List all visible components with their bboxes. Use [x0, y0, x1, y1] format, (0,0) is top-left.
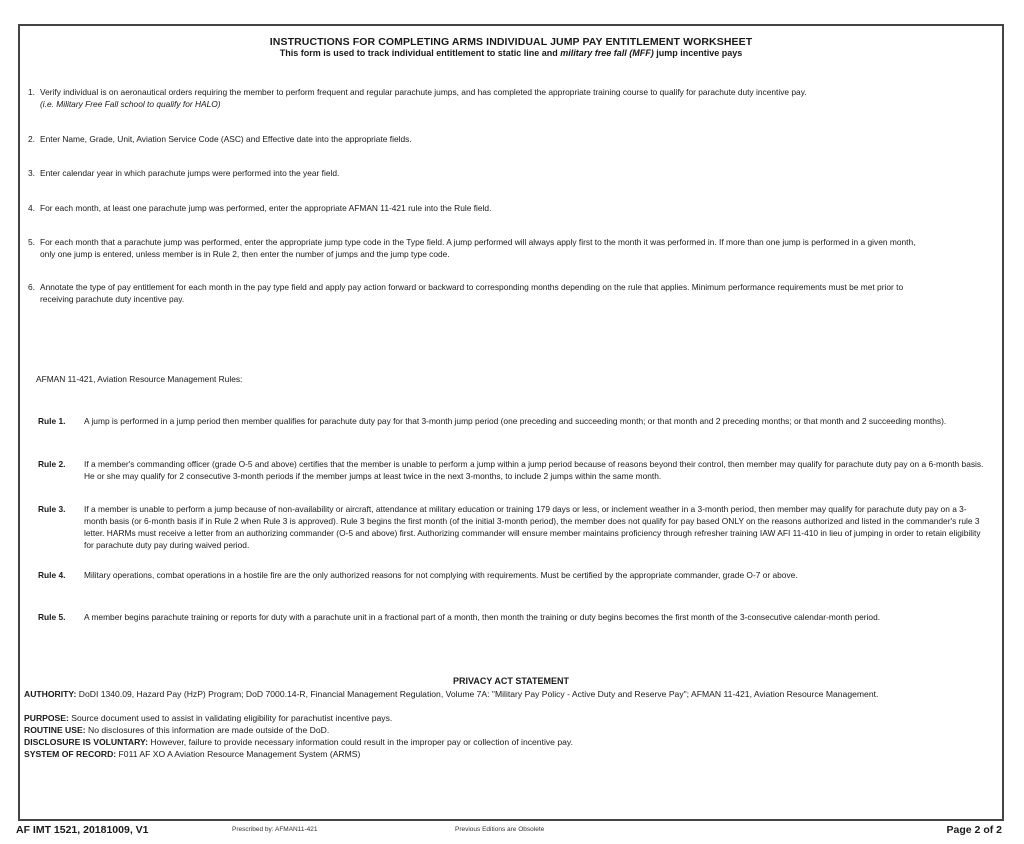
- rule-label: Rule 3.: [38, 504, 66, 514]
- step-number: 4.: [28, 203, 35, 213]
- step-text: For each month, at least one parachute jump was performed, enter the appropriate AFMAN 11-421 rule into the Rule field.: [40, 203, 492, 213]
- privacy-text: F011 AF XO A Aviation Resource Management System (ARMS): [116, 749, 361, 759]
- previous-editions: Previous Editions are Obsolete: [455, 826, 545, 833]
- step-text: Enter calendar year in which parachute jumps were performed into the year field.: [40, 168, 340, 178]
- subtitle-text: This form is used to track individual entitlement to static line and: [279, 48, 561, 58]
- step-number: 2.: [28, 134, 35, 144]
- rule-label: Rule 5.: [38, 612, 66, 622]
- privacy-text: Source document used to assist in validating eligibility for parachutist incentive pays.: [68, 713, 393, 723]
- rule-4: [38, 569, 984, 581]
- privacy-label: SYSTEM OF RECORD:: [24, 749, 117, 759]
- subtitle-italic: military free fall (MFF): [560, 48, 654, 58]
- step-text: For each month that a parachute jump was performed, enter the appropriate jump type code in the Type field. A jump performed will always apply first to the month it was performed in. If more than one jump is performed in a given month, only one jump is entered, unless member is in Rule 2, then enter the number of jumps and the jump type code.: [40, 237, 916, 259]
- instruction-3: [28, 167, 982, 179]
- form-frame: [18, 24, 1004, 821]
- rule-text: Military operations, combat operations in a hostile fire are the only authorized reasons for not complying with requirements. Must be certified by the appropriate commander, grade O-7 or above.: [84, 570, 798, 580]
- privacy-label: PURPOSE:: [24, 713, 69, 723]
- form-subtitle: [20, 48, 1002, 58]
- prescribed-by: Prescribed by: AFMAN11-421: [232, 826, 318, 833]
- page-number: Page 2 of 2: [946, 824, 1002, 836]
- rule-label: Rule 4.: [38, 570, 66, 580]
- privacy-authority: [24, 688, 972, 700]
- rule-label: Rule 2.: [38, 459, 66, 469]
- privacy-label: DISCLOSURE IS VOLUNTARY:: [24, 737, 148, 747]
- rule-2: [38, 458, 984, 482]
- instruction-2: [28, 133, 982, 145]
- privacy-disclosure: [24, 736, 972, 748]
- privacy-label: AUTHORITY:: [24, 689, 77, 699]
- rule-5: [38, 611, 984, 623]
- instruction-5: [28, 236, 932, 260]
- privacy-routine-use: [24, 724, 972, 736]
- step-note: (i.e. Military Free Fall school to qualify for HALO): [40, 99, 221, 109]
- privacy-title: PRIVACY ACT STATEMENT: [452, 676, 569, 686]
- privacy-text: No disclosures of this information are made outside of the DoD.: [85, 725, 330, 735]
- step-number: 6.: [28, 282, 35, 292]
- form-title: INSTRUCTIONS FOR COMPLETING ARMS INDIVIDUAL JUMP PAY ENTITLEMENT WORKSHEET: [269, 36, 753, 48]
- privacy-text: DoDI 1340.09, Hazard Pay (HzP) Program; DoD 7000.14-R, Financial Management Regulation, Volume 7A: "Military Pay Policy - Active Duty and Reserve Pay"; AFMAN 11-421, Aviation Resource Management.: [76, 689, 879, 699]
- step-number: 3.: [28, 168, 35, 178]
- form-id: AF IMT 1521, 20181009, V1: [16, 824, 149, 836]
- instruction-1: [28, 86, 982, 110]
- privacy-text: However, failure to provide necessary information could result in the improper pay or collection of incentive pay.: [147, 737, 573, 747]
- privacy-system-of-record: [24, 748, 972, 760]
- instruction-4: [28, 202, 982, 214]
- rule-3: [38, 503, 984, 551]
- step-number: 5.: [28, 237, 35, 247]
- step-number: 1.: [28, 87, 35, 97]
- step-text: Verify individual is on aeronautical orders requiring the member to perform frequent and regular parachute jumps, and has completed the appropriate training course to qualify for parachute duty incentive pay.: [40, 87, 807, 97]
- subtitle-text-end: jump incentive pays: [653, 48, 743, 58]
- privacy-purpose: [24, 712, 972, 724]
- rule-text: A member begins parachute training or reports for duty with a parachute unit in a fractional part of a month, then month the training or duty begins becomes the first month of the 3-consecutive calendar-month period.: [84, 612, 881, 622]
- step-text: Annotate the type of pay entitlement for each month in the pay type field and apply pay action forward or backward to corresponding months depending on the rule that applies. Minimum performance requirements must be met prior to receiving parachute duty incentive pay.: [40, 282, 904, 304]
- rule-text: If a member's commanding officer (grade O-5 and above) certifies that the member is unable to perform a jump within a jump period because of reasons beyond their control, then member may qualify for parachute duty pay on a 6-month basis. He or she may qualify for 2 consecutive 3-month periods if the member jumps at least twice in the next 3-months, to include 2 jumps within the same month.: [84, 459, 984, 481]
- privacy-label: ROUTINE USE:: [24, 725, 86, 735]
- rule-text: A jump is performed in a jump period then member qualifies for parachute duty pay for that 3-month jump period (one preceding and succeeding month; or that month and 2 preceding months; or that month and 2 succeeding months).: [84, 416, 947, 426]
- step-text: Enter Name, Grade, Unit, Aviation Service Code (ASC) and Effective date into the appropriate fields.: [40, 134, 412, 144]
- instruction-6: [28, 281, 932, 305]
- rule-1: [38, 415, 984, 427]
- rules-heading: AFMAN 11-421, Aviation Resource Management Rules:: [36, 374, 243, 384]
- rule-label: Rule 1.: [38, 416, 66, 426]
- rule-text: If a member is unable to perform a jump because of non-availability or aircraft, attendance at military education or training 179 days or less, or inclement weather in a 3-month period, then member may qualify for parachute duty pay on a 3-month basis (or 6-month basis if in Rule 2 when Rule 3 is approved). Rule 3 begins the first month (of the initial 3-month period), the member does not qualify for pay based ONLY on the reasons authorized and listed in the commander's rule 3 letter. HARMs must receive a letter from an authorizing commander (O-5 and above) first. Authorizing commander will ensure member maintains proficiency through refresher training IAW AFI 11-410 in lieu of jumping in order to retain eligibility for parachute duty pay during waived period.: [84, 504, 981, 550]
